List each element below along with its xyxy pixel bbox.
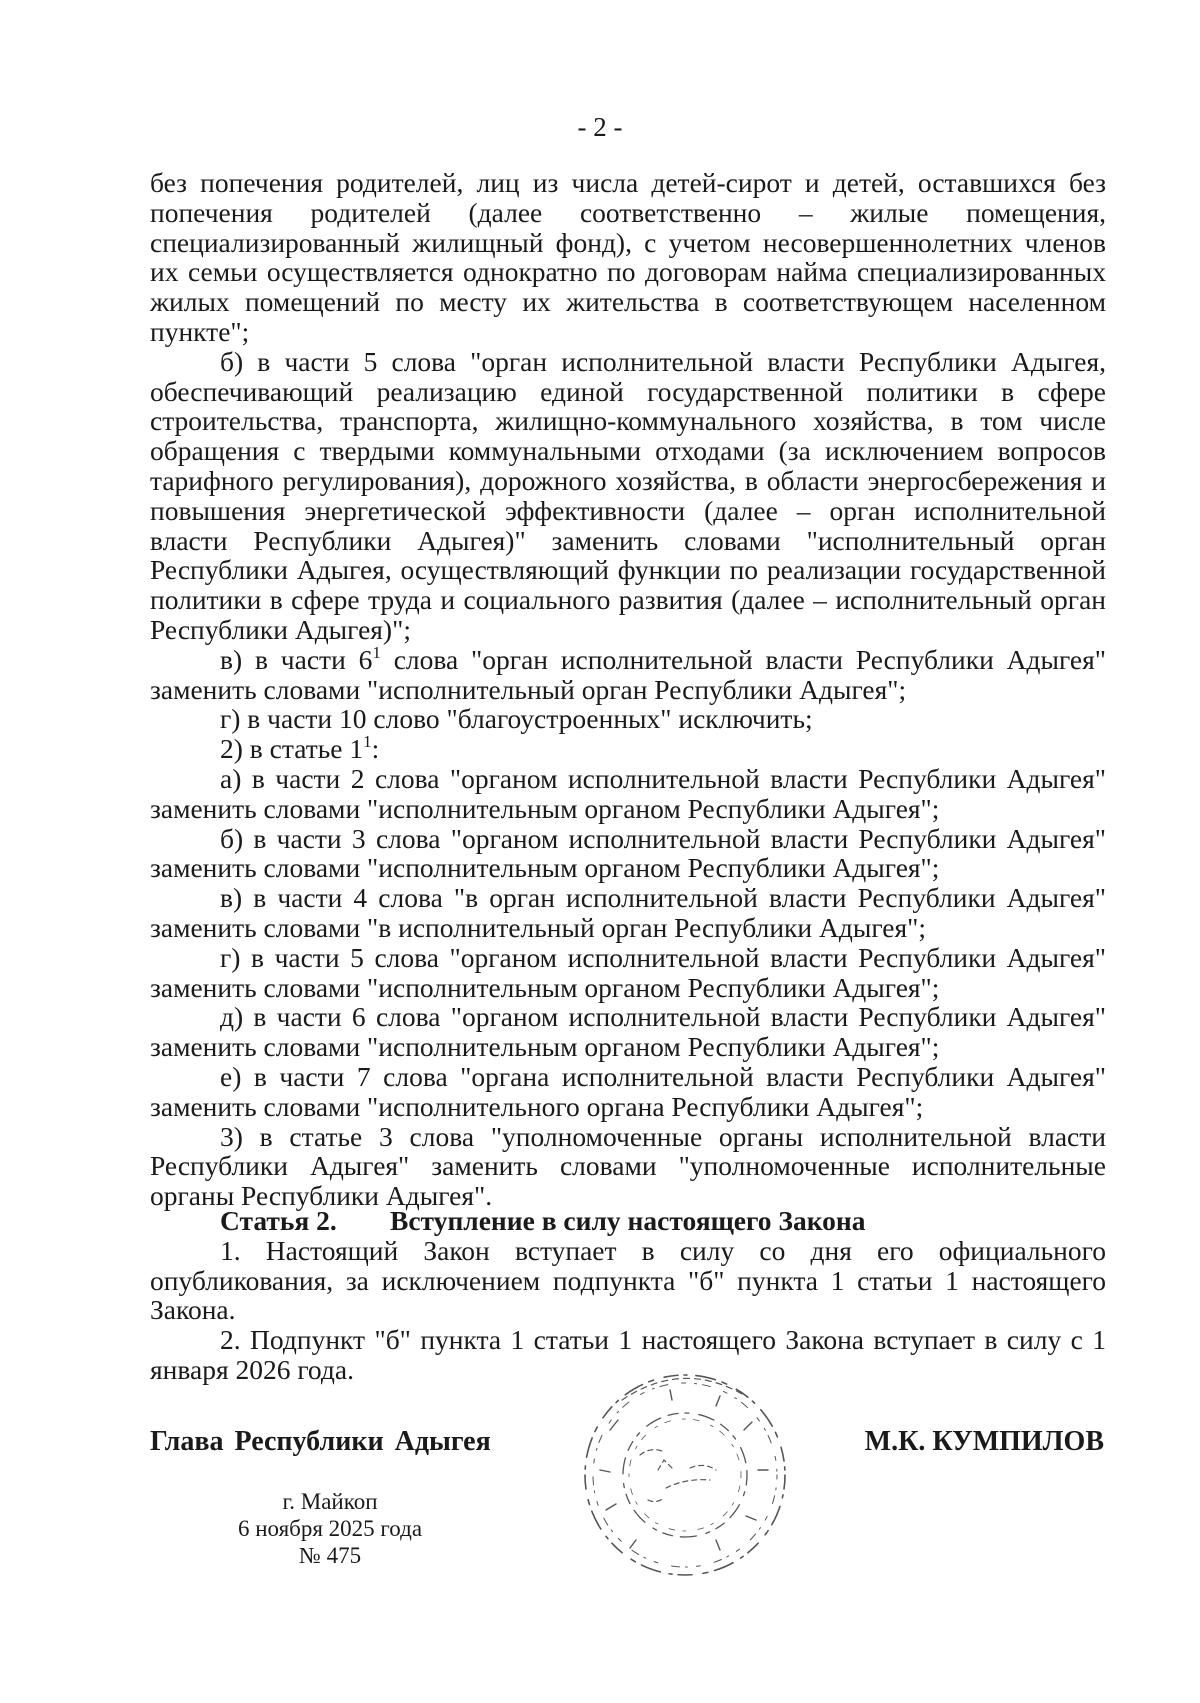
superscript: 1: [363, 732, 372, 752]
paragraph: г) в части 5 слова "органом исполнительной власти Республики Адыгея" заменить словами "исполнительным органом Республики Адыгея";: [150, 941, 1106, 1003]
paragraph: [150, 734, 1106, 764]
article-2: [150, 1206, 1106, 1385]
paragraph: [150, 642, 1106, 705]
paragraph: без попечения родителей, лиц из числа детей-сирот и детей, оставшихся без попечения родителей (далее соответственно – жилые помещения, специализированный жилищный фонд), с учетом несовершеннолетних членов их семьи осуществляется однократно по договорам найма специализированных жилых помещений по месту их жительства в соответствующем населенном пункте";: [150, 167, 1106, 347]
paragraph: 3) в статье 3 слова "уполномоченные органы исполнительной власти Республики Адыгея" заменить словами "уполномоченные исполнительные органы Республики Адыгея".: [150, 1120, 1106, 1212]
document-body: [150, 168, 1106, 1211]
date: 6 ноября 2025 года: [237, 1516, 423, 1541]
paragraph-text: 2) в статье 1: [220, 733, 364, 765]
paragraph-text: в) в части 6: [220, 643, 373, 675]
paragraph: а) в части 2 слова "органом исполнительной власти Республики Адыгея" заменить словами "исполнительным органом Республики Адыгея";: [150, 762, 1106, 824]
paragraph: г) в части 10 слово "благоустроенных" исключить;: [220, 703, 813, 735]
paragraph: б) в части 5 слова "орган исполнительной власти Республики Адыгея, обеспечивающий реализацию единой государственной политики в сфере строительства, транспорта, жилищно-коммунального хозяйства, в том числе обращения с твердыми коммунальными отходами (за исключением вопросов тарифного регулирования), дорожного хозяйства, в области энергосбережения и повышения энергетической эффективности (далее – орган исполнительной власти Республики Адыгея)" заменить словами "исполнительный орган Республики Адыгея, осуществляющий функции по реализации государственной политики в сфере труда и социального развития (далее – исполнительный орган Республики Адыгея)";: [150, 345, 1106, 645]
paragraph-text: слова "орган исполнительной власти Республики Адыгея" заменить словами "исполнительный орган Республики Адыгея";: [150, 643, 1106, 705]
article-title: Вступление в силу настоящего Закона: [390, 1205, 866, 1236]
signatory-title: Глава Республики Адыгея: [150, 1426, 491, 1457]
article-item: 1. Настоящий Закон вступает в силу со дня его официального опубликования, за исключением подпункта "б" пункта 1 статьи 1 настоящего Закона.: [150, 1234, 1106, 1326]
law-number: № 475: [298, 1543, 362, 1568]
signatory-name: М.К. КУМПИЛОВ: [864, 1426, 1104, 1457]
superscript: 1: [372, 642, 381, 662]
paragraph: е) в части 7 слова "органа исполнительной власти Республики Адыгея" заменить словами "исполнительного органа Республики Адыгея";: [150, 1060, 1106, 1122]
seal-stamp-icon: [570, 1360, 800, 1590]
article-item: 2. Подпункт "б" пункта 1 статьи 1 настоящего Закона вступает в силу с 1 января 2026 года.: [150, 1324, 1106, 1385]
paragraph: д) в части 6 слова "органом исполнительной власти Республики Адыгея" заменить словами "исполнительным органом Республики Адыгея";: [150, 1001, 1106, 1063]
place-date-block: [220, 1488, 440, 1569]
paragraph: б) в части 3 слова "органом исполнительной власти Республики Адыгея" заменить словами "исполнительным органом Республики Адыгея";: [150, 822, 1106, 884]
article-heading: [220, 1206, 1106, 1236]
article-number: Статья 2.: [220, 1205, 337, 1236]
paragraph: в) в части 4 слова "в орган исполнительной власти Республики Адыгея" заменить словами "в исполнительный орган Республики Адыгея";: [150, 882, 1106, 943]
city: г. Майкоп: [282, 1489, 378, 1514]
paragraph-text: :: [371, 733, 380, 765]
page-number: - 2 -: [577, 112, 623, 142]
